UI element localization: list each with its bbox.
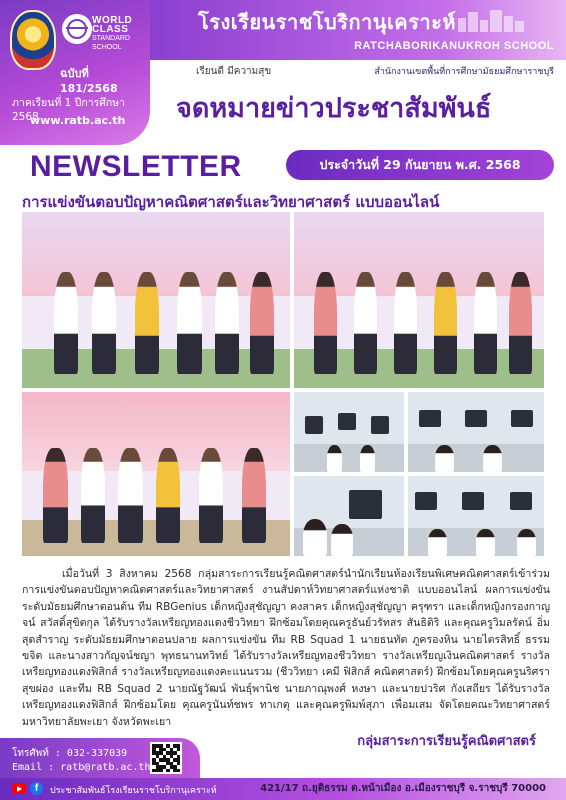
header-left-panel [0, 0, 150, 145]
lab-photo-3 [294, 476, 404, 556]
lab-photo-1 [294, 392, 404, 472]
facebook-icon[interactable] [30, 782, 43, 795]
department-signature: กลุ่มสาระการเรียนรู้คณิตศาสตร์ [357, 734, 536, 749]
facebook-page-name[interactable]: ประชาสัมพันธ์โรงเรียนราชโบริกานุเคราะห์ [50, 786, 217, 796]
school-motto: เรียนดี มีความสุข [196, 66, 272, 77]
education-office: สำนักงานเขตพื้นที่การศึกษามัธยมศึกษาราชบุรี [374, 67, 554, 77]
header [0, 0, 566, 145]
semester: ภาคเรียนที่ 1 ปีการศึกษา 2568 [12, 97, 126, 123]
school-emblem-icon [10, 10, 56, 70]
school-address: 421/17 ถ.ยุติธรรม ต.หน้าเมือง อ.เมืองราชบุรี จ.ราชบุรี 70000 [260, 783, 546, 794]
lab-photo-2 [408, 392, 544, 472]
wcs-line1: WORLD CLASS [92, 15, 133, 35]
newsletter-title-thai: จดหมายข่าวประชาสัมพันธ์ [176, 93, 492, 124]
school-name-thai: โรงเรียนราชโบริกานุเคราะห์ [198, 10, 457, 34]
school-name-english: RATCHABORIKANUKROH SCHOOL [354, 40, 554, 52]
world-class-logo [92, 16, 148, 52]
phone-number: โทรศัพท์ : 032-337039 [12, 748, 128, 759]
skyline-icon [456, 8, 526, 32]
award-photo-1 [22, 212, 290, 388]
youtube-icon[interactable] [12, 783, 26, 794]
world-class-globe-icon [62, 14, 92, 44]
wcs-line2: STANDARD SCHOOL [92, 35, 130, 51]
award-photo-2 [294, 212, 544, 388]
website-link[interactable]: www.ratb.ac.th [30, 114, 126, 127]
issue-number: ฉบับที่ 181/2568 [60, 67, 118, 95]
article-body: เมื่อวันที่ 3 สิงหาคม 2568 กลุ่มสาระการเรียนรู้คณิตศาสตร์นำนักเรียนห้องเรียนพิเศษคณิตศาสตร์เข้าร่วมการแข่งขันตอบปัญหาคณิตศาสตร์และวิทยาศาสตร์ งานสัปดาห์วิทยาศาสตร์แห่งชาติ แบบออนไลน์ ผลการแข่งขันระดับมัธยมศึกษาตอนต้น ทีม RBGenius เด็กหญิงสุชัญญา คงสาคร เด็กหญิงสุชัญญา ครุฑรา และเด็กหญิงกรองกาญจน์ สวัสดิ์สุขิตกุล ได้รับรางวัลเหรียญทองแดงชีววิทยา ฝึกซ้อมโดยคุณครูธันย์วรัทสร สันธิติริ และคุณครูวิมลรัตน์ อิ่มสุดสำราญ ระดับมัธยมศึกษาตอนปลาย ผลการแข่งขัน ทีม RB Squad 1 นายธนทัต ภูครองหิน นายไตรสิทธิ์ ธรรมขจิต และนางสาวกัญจน์ชญา พุทธนานทวิทย์ ได้รับรางวัลเหรียญทองชีววิทยา รางวัลเหรียญเงินคณิตศาสตร์ รางวัลเหรียญทองแดงฟิสิกส์ รางวัลเหรียญทองแดงคะแนนรวม (ชีววิทยา เคมี ฟิสิกส์ คณิตศาสตร์) ฝึกซ้อมโดยคุณครูนริศรา สุขผ่อง และทีม RB Squad 2 นายณัฐวัฒน์ พันธุ์พานิช นายภาณุพงศ์ หงษา และนายปวริศ กังเสถียร ได้รับรางวัลเหรียญทองแดงฟิสิกส์ ฝึกซ้อมโดย คุณครูนันท์ชพร ทาเกตุ และคุณครูพิมพ์สุภา เพื่อมเสม จัดโดยคณะวิทยาศาสตร์ มหาวิทยาลัยพะเยา จังหวัดพะเยา [22, 568, 550, 728]
qr-code-icon[interactable] [150, 742, 182, 774]
award-photo-3 [22, 392, 290, 556]
email-address[interactable]: Email : ratb@ratb.ac.th [12, 762, 151, 773]
article-headline: การแข่งขันตอบปัญหาคณิตศาสตร์และวิทยาศาสตร์ แบบออนไลน์ [22, 193, 440, 211]
issue-date-badge: ประจำวันที่ 29 กันยายน พ.ศ. 2568 [286, 150, 554, 180]
lab-photo-4 [408, 476, 544, 556]
newsletter-title-english: NEWSLETTER [30, 150, 242, 183]
school-name-band [150, 0, 566, 60]
